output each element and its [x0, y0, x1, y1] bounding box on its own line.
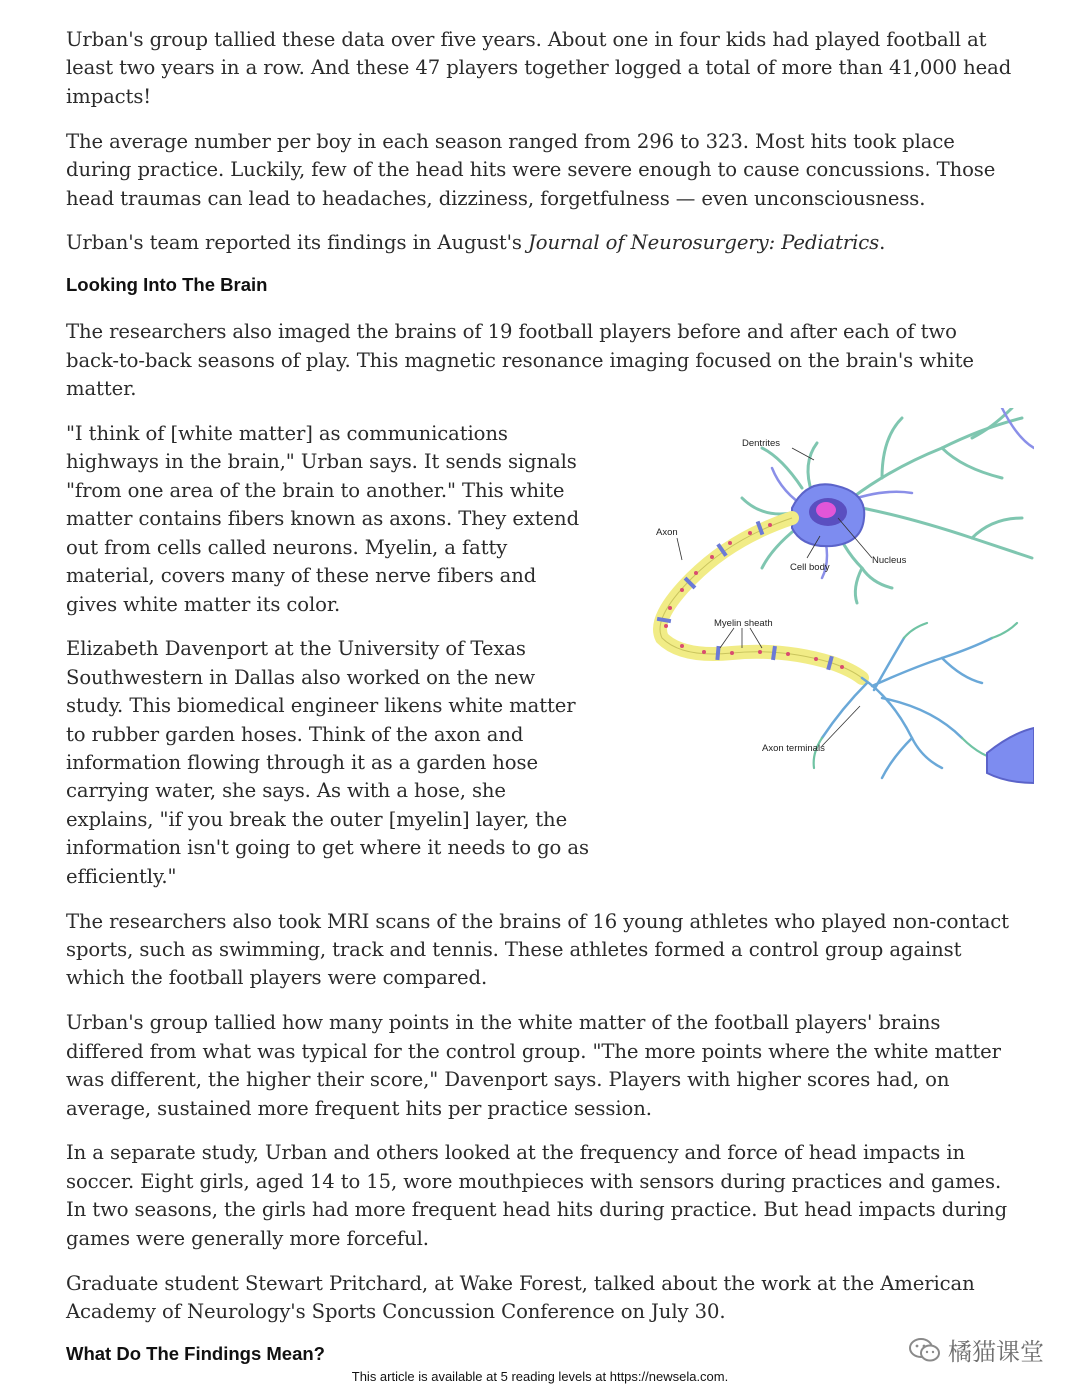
- neuron-diagram: [642, 408, 1034, 788]
- paragraph-text: Urban's team reported its findings in August's: [66, 231, 529, 255]
- section-heading: What Do The Findings Mean?: [66, 1342, 325, 1364]
- label-cell-body: Cell body: [790, 562, 830, 574]
- watermark: [908, 1332, 1044, 1367]
- label-myelin-sheath: Myelin sheath: [714, 618, 773, 630]
- axon-terminals-shape: [822, 638, 992, 778]
- paragraph: The researchers also imaged the brains of 19 football players before and after each of two back-to-back seasons of play. This magnetic resonance imaging focused on the brain's white matter.: [66, 320, 974, 401]
- paragraph: The researchers also took MRI scans of the brains of 16 young athletes who played non-contact sports, such as swimming, track and tennis. These athletes formed a control group against which the football players were compared.: [66, 909, 1009, 990]
- paragraph: Graduate student Stewart Pritchard, at Wake Forest, talked about the work at the American Academy of Neurology's Sports Concussion Conference on July 30.: [66, 1271, 975, 1323]
- label-dentrites: Dentrites: [742, 438, 781, 450]
- figure-wrap: [66, 420, 1014, 908]
- dendrites-top: [742, 408, 1032, 603]
- nucleus: [816, 502, 836, 518]
- section-heading: Looking Into The Brain: [66, 274, 268, 296]
- paragraph: The average number per boy in each season ranged from 296 to 323. Most hits took place during practice. Luckily, few of the head hits were severe enough to cause concussions. Those head traumas can lead to headaches, dizziness, forgetfulness — even unconsciousness.: [66, 129, 996, 210]
- paragraph: In a separate study, Urban and others looked at the frequency and force of head impacts in soccer. Eight girls, aged 14 to 15, wore mouthpieces with sensors during practices and games. In two seasons, the girls had more frequent head hits during practice. But head impacts during games were generally more forceful.: [66, 1141, 1008, 1250]
- paragraph: Elizabeth Davenport at the University of Texas Southwestern in Dallas also worked on the new study. This biomedical engineer likens white matter to rubber garden hoses. Think of the axon and information flowing through it as a garden hose carrying water, she says. As with a hose, she explains, "if you break the outer [myelin] layer, the information isn't going to get where it needs to go as efficiently.": [66, 637, 589, 888]
- neighbor-cell: [987, 728, 1034, 783]
- journal-title: Journal of Neurosurgery: Pediatrics: [528, 231, 880, 255]
- paragraph: [66, 229, 1014, 257]
- wechat-icon: [908, 1336, 942, 1364]
- watermark-text: 橘猫课堂: [948, 1338, 1044, 1366]
- footer-note: This article is available at 5 reading levels at https://newsela.com.: [351, 1369, 729, 1384]
- paragraph: Urban's group tallied how many points in the white matter of the football players' brains differed from what was typical for the control group. "The more points where the white matter was different, the higher their score," Davenport says. Players with higher scores had, on average, sustained more frequent hits per practice session.: [66, 1011, 1001, 1120]
- label-axon-terminals: Axon terminals: [762, 743, 825, 755]
- label-nucleus: Nucleus: [872, 555, 907, 567]
- paragraph-text: .: [879, 231, 886, 255]
- paragraph: "I think of [white matter] as communications highways in the brain," Urban says. It sends signals "from one area of the brain to another." This white matter contains fibers known as axons. They extend out from cells called neurons. Myelin, a fatty material, covers many of these nerve fibers and gives white matter its color.: [66, 422, 580, 616]
- paragraph: Urban's group tallied these data over five years. About one in four kids had played football at least two years in a row. And these 47 players together logged a total of more than 41,000 head impacts!: [66, 28, 1012, 108]
- article-body: [66, 26, 1014, 1387]
- neuron-svg: [642, 408, 1034, 788]
- label-axon: Axon: [656, 527, 678, 539]
